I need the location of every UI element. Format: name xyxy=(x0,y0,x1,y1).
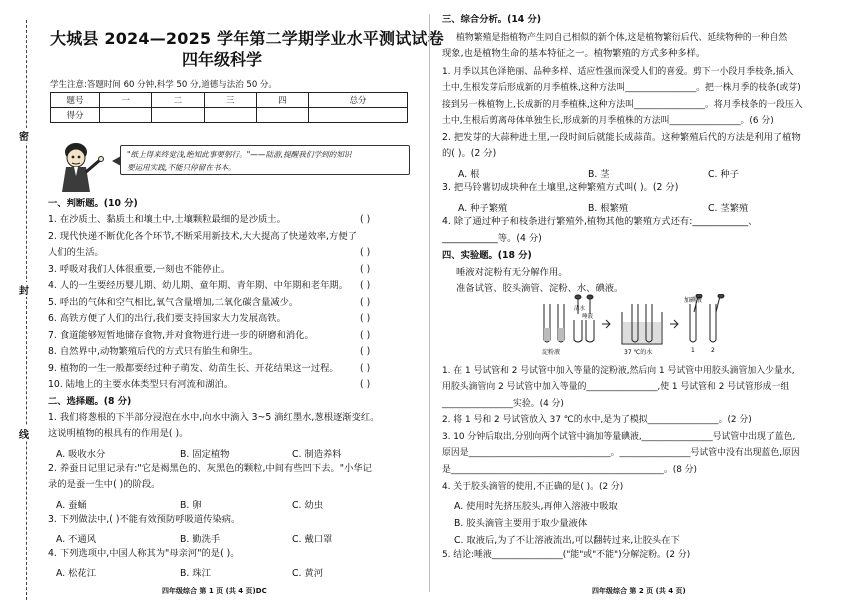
choice-q4: 4. 下列选项中,中国人称其为"母亲河"的是( )。 xyxy=(48,548,240,559)
choice-option[interactable]: A. 种子繁殖 xyxy=(458,203,508,214)
experiment-q5: 5. 结论:唾液________________("能"或"不能")分解淀粉。(2 分) xyxy=(442,550,691,560)
figure-label-starch: 淀粉液 xyxy=(542,349,561,356)
analysis-q2-line2: 的( )。(2 分) xyxy=(442,148,497,159)
choice-option[interactable]: C. 幼虫 xyxy=(292,500,323,511)
analysis-q3: 3. 把马铃薯切成块种在土壤里,这种繁殖方式叫( )。(2 分) xyxy=(442,182,679,193)
answer-paren[interactable]: ( ) xyxy=(360,214,371,225)
judge-item-2-cont: 人们的生活。 xyxy=(48,247,104,258)
choice-option[interactable]: B. 茎 xyxy=(588,169,610,180)
figure-label-water: 清水 xyxy=(574,306,586,312)
section3-intro-1: 植物繁殖是指植物产生同自己相似的新个体,这是植物繁衍后代、延续物种的一种自然 xyxy=(456,33,788,43)
experiment-topic: 唾液对淀粉有无分解作用。 xyxy=(456,267,568,278)
choice-option[interactable]: B. 胶头滴管主要用于取少量液体 xyxy=(454,518,588,529)
score-cell: 一 xyxy=(100,93,152,108)
binding-margin xyxy=(0,0,40,609)
judge-item-1: 1. 在沙质土、黏质土和壤土中,土壤颗粒最细的是沙质土。 xyxy=(48,214,286,225)
page-footer-left: 四年级综合 第 1 页 (共 4 页)DC xyxy=(162,587,267,595)
experiment-materials: 准备试管、胶头滴管、淀粉、水、碘液。 xyxy=(456,283,624,294)
experiment-q3-line3: 是________________________________________________。(8 分) xyxy=(442,465,698,475)
choice-q2-line1: 2. 养蚕日记里记录有:"它是褐黑色的、灰黑色的颗粒,中间有些凹下去。"小华记 xyxy=(48,463,372,474)
margin-char-feng: 封 xyxy=(19,282,29,297)
score-cell: 二 xyxy=(152,93,204,108)
judge-item-5: 5. 呼出的气体和空气相比,氧气含量增加,二氧化碳含量减少。 xyxy=(48,297,299,308)
figure-label-tube-1: 1 xyxy=(691,347,695,354)
experiment-figure xyxy=(538,294,746,358)
choice-option[interactable]: A. 吸收水分 xyxy=(56,449,106,460)
experiment-q3-line1: 3. 10 分钟后取出,分别向两个试管中滴加等量碘液,________________号试管中出现了蓝色, xyxy=(442,432,796,442)
figure-label-iodine: 加碘液 xyxy=(684,297,703,304)
choice-option[interactable]: C. 黄河 xyxy=(292,568,323,579)
score-cell[interactable] xyxy=(152,108,204,123)
column-divider xyxy=(429,14,430,592)
figure-label-saliva: 唾液 xyxy=(582,314,594,320)
student-note: 学生注意:答题时间 60 分钟,科学 50 分,道德与法治 50 分。 xyxy=(50,80,277,90)
exam-title: 大城县 2024—2025 学年第二学期学业水平测试试卷 xyxy=(50,29,444,48)
choice-option[interactable]: B. 珠江 xyxy=(180,568,211,579)
section4-heading: 四、实验题。(18 分) xyxy=(442,250,532,261)
choice-option[interactable]: B. 根繁殖 xyxy=(588,203,629,214)
margin-char-xian: 线 xyxy=(19,426,29,441)
choice-option[interactable]: C. 茎繁殖 xyxy=(708,203,749,214)
score-cell: 三 xyxy=(204,93,256,108)
score-table-header-row xyxy=(51,93,408,108)
choice-option[interactable]: C. 种子 xyxy=(708,169,739,180)
score-table-score-row xyxy=(51,108,408,123)
choice-q2-line2: 录的是蚕一生中( )的阶段。 xyxy=(48,479,161,490)
analysis-q1-line3: 接到另一株植物上,长成新的月季植株,这种方法叫________________。将月季枝条的一段压入 xyxy=(442,100,803,110)
score-table xyxy=(50,92,408,123)
experiment-q2: 2. 将 1 号和 2 号试管放入 37 ℃的水中,是为了模拟________________。(2 分) xyxy=(442,415,752,425)
experiment-q1-line3: ________________实验。(4 分) xyxy=(442,399,564,409)
analysis-q1-line4: 土中,生根后剪离母体单独生长,形成新的月季植株的方法叫________________。(6 分) xyxy=(442,116,774,126)
answer-paren[interactable]: ( ) xyxy=(360,330,371,341)
figure-label-temp: 37 ℃的水 xyxy=(624,349,653,356)
choice-option[interactable]: B. 固定植物 xyxy=(180,449,230,460)
score-cell[interactable] xyxy=(204,108,256,123)
score-cell[interactable] xyxy=(100,108,152,123)
quote-line: "纸上得来终觉浅,绝知此事要躬行。"——陆游,提醒我们学到的知识 xyxy=(127,150,352,159)
choice-option[interactable]: A. 蚕蛹 xyxy=(56,500,87,511)
choice-option[interactable]: A. 根 xyxy=(458,169,480,180)
choice-option[interactable]: C. 取液后,为了不让溶液流出,可以翻转过来,让胶头在下 xyxy=(454,535,680,546)
score-cell: 题号 xyxy=(51,93,100,108)
experiment-q4: 4. 关于胶头滴管的使用,不正确的是( )。(2 分) xyxy=(442,482,624,492)
choice-option[interactable]: C. 制造养料 xyxy=(292,449,342,460)
judge-item-7: 7. 食道能够短暂地储存食物,并对食物进行进一步的研磨和消化。 xyxy=(48,330,314,341)
judge-item-10: 10. 陆地上的主要水体类型只有河流和湖泊。 xyxy=(48,379,234,390)
experiment-q1-line2: 用胶头滴管向 2 号试管中加入等量的________________,使 1 号试管和 2 号试管形成一组 xyxy=(442,382,790,392)
margin-char-mi: 密 xyxy=(19,128,29,143)
answer-paren[interactable]: ( ) xyxy=(360,313,371,324)
analysis-q1-line2: 土中,生根发芽后形成新的月季植株,这种方法叫________________。把一株月季的枝条(或芽) xyxy=(442,83,801,93)
section2-heading: 二、选择题。(8 分) xyxy=(48,396,132,407)
choice-option[interactable]: A. 松花江 xyxy=(56,568,96,579)
choice-option[interactable]: C. 戴口罩 xyxy=(292,534,333,545)
quote-line: 要运用实践,不能只停留在书本。 xyxy=(127,163,236,172)
analysis-q2-line1: 2. 把发芽的大蒜种进土里,一段时间后就能长成蒜苗。这种繁殖后代的方法是利用了植物 xyxy=(442,132,801,143)
section3-intro-2: 现象,也是植物生命的基本特征之一。植物繁殖的方式多种多样。 xyxy=(442,48,706,59)
experiment-q3-line2: 原因是________________________________。________________号试管中没有出现蓝色,原因 xyxy=(442,448,800,458)
answer-paren[interactable]: ( ) xyxy=(360,297,371,308)
judge-item-2: 2. 现代快递不断优化各个环节,不断采用新技术,大大提高了快递效率,方便了 xyxy=(48,231,357,242)
judge-item-9: 9. 植物的一生一般都要经过种子萌发、幼苗生长、开花结果这一过程。 xyxy=(48,363,339,374)
judge-item-8: 8. 自然界中,动物繁殖后代的方式只有胎生和卵生。 xyxy=(48,346,259,357)
score-cell: 得分 xyxy=(51,108,100,123)
answer-paren[interactable]: ( ) xyxy=(360,264,371,275)
judge-item-4: 4. 人的一生要经历婴儿期、幼儿期、童年期、青年期、中年期和老年期。 xyxy=(48,280,349,291)
quote-bubble xyxy=(120,145,410,175)
score-cell: 四 xyxy=(256,93,308,108)
page-footer-right: 四年级综合 第 2 页 (共 4 页) xyxy=(592,587,686,595)
judge-item-3: 3. 呼吸对我们人体很重要,一刻也不能停止。 xyxy=(48,264,231,275)
analysis-q1-line1: 1. 月季以其色泽艳丽、品种多样、适应性强而深受人们的喜爱。剪下一小段月季枝条,插入 xyxy=(442,67,794,77)
choice-option[interactable]: A. 不通风 xyxy=(56,534,96,545)
answer-paren[interactable]: ( ) xyxy=(360,247,371,258)
figure-label-tube-2: 2 xyxy=(711,347,715,354)
score-cell[interactable] xyxy=(256,108,308,123)
score-cell[interactable] xyxy=(309,108,408,123)
choice-option[interactable]: A. 使用时先挤压胶头,再伸入溶液中吸取 xyxy=(454,501,618,512)
judge-item-6: 6. 高铁方便了人们的出行,我们要支持国家大力发展高铁。 xyxy=(48,313,286,324)
choice-q1-line2: 这说明植物的根具有的作用是( )。 xyxy=(48,428,189,439)
choice-option[interactable]: B. 卵 xyxy=(180,500,202,511)
score-cell: 总分 xyxy=(309,93,408,108)
analysis-q4-line2: ____________等。(4 分) xyxy=(442,233,542,244)
choice-q3: 3. 下列做法中,( )不能有效预防呼吸道传染病。 xyxy=(48,514,241,525)
binding-dashed-line xyxy=(26,20,27,600)
answer-paren[interactable]: ( ) xyxy=(360,346,371,357)
choice-q1-line1: 1. 我们将葱根的下半部分浸泡在水中,向水中滴入 3~5 滴红墨水,葱根逐渐变红。 xyxy=(48,412,380,423)
section1-heading: 一、判断题。(10 分) xyxy=(48,198,138,209)
answer-paren[interactable]: ( ) xyxy=(360,363,371,374)
section3-heading: 三、综合分析。(14 分) xyxy=(442,14,542,25)
teacher-cartoon-icon xyxy=(52,138,110,194)
exam-subtitle: 四年级科学 xyxy=(182,50,263,69)
answer-paren[interactable]: ( ) xyxy=(360,379,371,390)
experiment-q1-line1: 1. 在 1 号试管和 2 号试管中加入等量的淀粉液,然后向 1 号试管中用胶头滴管加入少量水, xyxy=(442,366,795,376)
choice-option[interactable]: B. 勤洗手 xyxy=(180,534,221,545)
answer-paren[interactable]: ( ) xyxy=(360,280,371,291)
analysis-q4-line1: 4. 除了通过种子和枝条进行繁殖外,植物其他的繁殖方式还有:____________、 xyxy=(442,216,758,227)
